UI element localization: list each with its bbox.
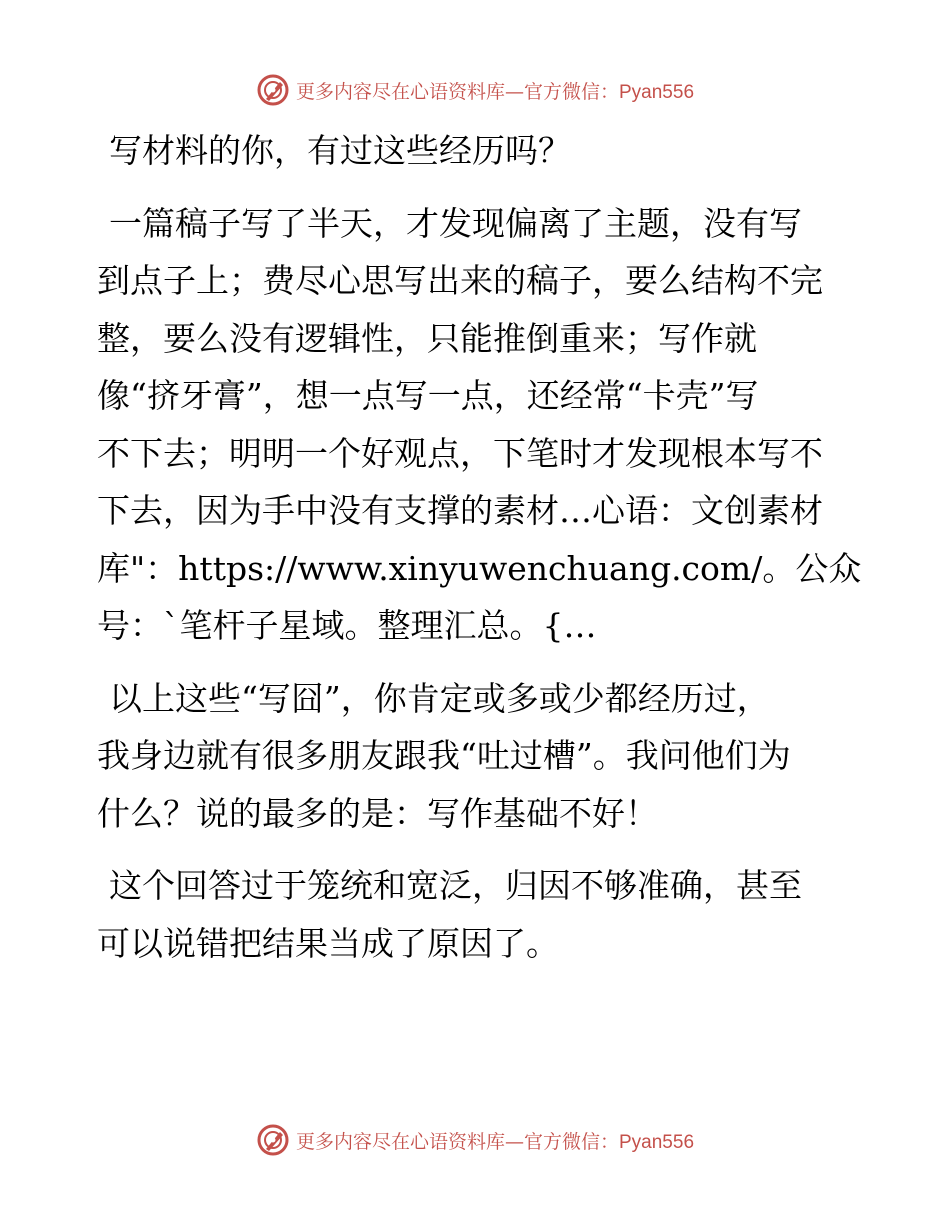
- paragraph-3: [97, 670, 857, 843]
- paragraph-4: [97, 857, 857, 972]
- text-line: 到点子上；费尽心思写出来的稿子，要么结构不完: [97, 261, 823, 300]
- pen-nib-seal-icon: [256, 1123, 290, 1157]
- text-line: 库"：https://www.xinyuwenchuang.com/。公众: [97, 548, 862, 588]
- paragraph-1: [97, 122, 857, 180]
- banner-caption: 更多内容尽在心语资料库—官方微信：: [295, 80, 619, 103]
- banner-text: [296, 1127, 694, 1154]
- text-line: 可以说错把结果当成了原因了。: [97, 923, 559, 963]
- footer-watermark-banner: [0, 1120, 950, 1160]
- text-line: 号：`笔杆子星域。整理汇总。{…: [97, 606, 597, 645]
- text-line: 什么？说的最多的是：写作基础不好！: [97, 793, 658, 833]
- text-line: 一篇稿子写了半天，才发现偏离了主题，没有写: [109, 203, 802, 243]
- header-watermark-banner: [0, 70, 950, 110]
- banner-account: Pyan556: [619, 81, 695, 103]
- text-line: 不下去；明明一个好观点，下笔时才发现根本写不: [97, 433, 823, 473]
- banner-text: [296, 77, 694, 104]
- paragraph-2: [97, 195, 862, 655]
- text-line: 像“挤牙膏”，想一点写一点，还经常“卡壳”写: [97, 376, 759, 415]
- banner-account: Pyan556: [619, 1131, 695, 1153]
- text-line: 以上这些“写囧”，你肯定或多或少都经历过，: [109, 678, 770, 718]
- article-body: [97, 122, 862, 972]
- pen-nib-seal-icon: [256, 73, 290, 107]
- text-line: 整，要么没有逻辑性，只能推倒重来；写作就: [97, 318, 757, 358]
- text-line: 这个回答过于笼统和宽泛，归因不够准确，甚至: [109, 866, 802, 905]
- banner-caption: 更多内容尽在心语资料库—官方微信：: [295, 1130, 619, 1153]
- text-line: 我身边就有很多朋友跟我“吐过槽”。我问他们为: [97, 736, 791, 775]
- text-line: 写材料的你，有过这些经历吗？: [109, 131, 571, 170]
- text-line: 下去，因为手中没有支撑的素材…心语：文创素材: [97, 491, 823, 530]
